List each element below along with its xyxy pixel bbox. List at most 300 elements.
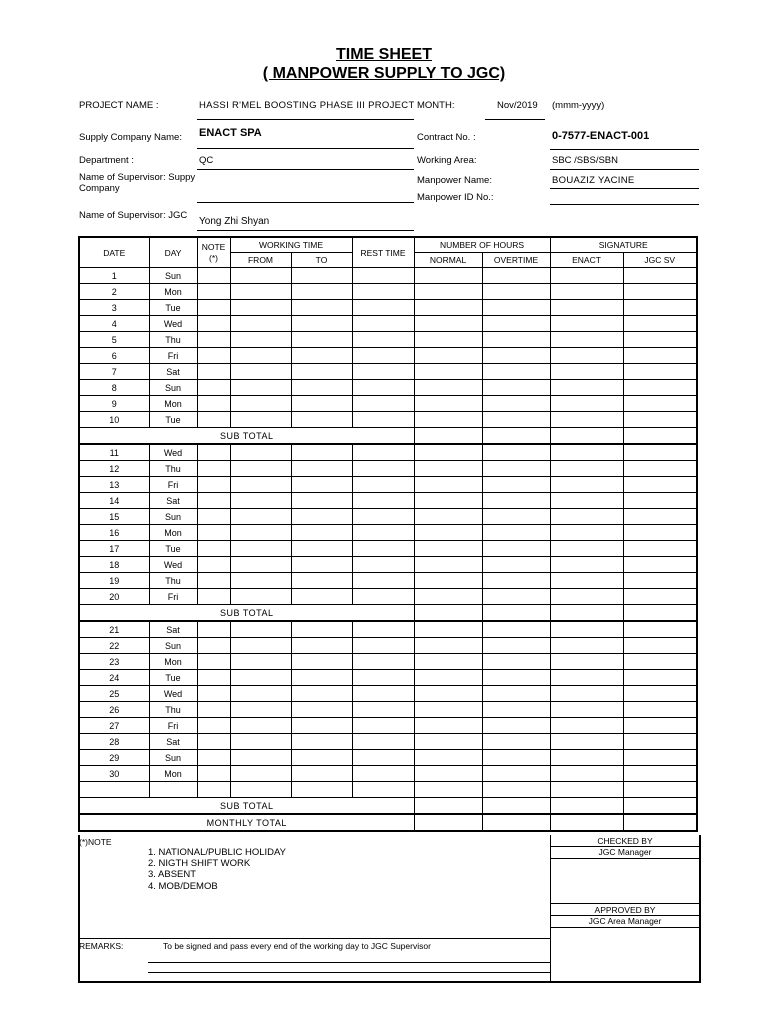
enact-signature-cell[interactable] (550, 702, 623, 718)
to-cell[interactable] (291, 766, 352, 782)
to-cell[interactable] (291, 509, 352, 525)
rest-time-cell[interactable] (352, 766, 414, 782)
note-cell[interactable] (197, 332, 230, 348)
overtime-cell[interactable] (482, 557, 550, 573)
rest-time-cell[interactable] (352, 509, 414, 525)
from-cell[interactable] (230, 348, 291, 364)
working-area-line (550, 169, 699, 170)
col-day-header: DAY (149, 237, 197, 268)
note-item-1: 1. NATIONAL/PUBLIC HOLIDAY (148, 847, 286, 858)
rest-time-cell[interactable] (352, 750, 414, 766)
jgc-sv-signature-cell[interactable] (623, 268, 697, 284)
jgc-sv-signature-cell[interactable] (623, 670, 697, 686)
col-hours-header: NUMBER OF HOURS (414, 237, 550, 253)
normal-cell[interactable] (414, 750, 482, 766)
note-cell[interactable] (197, 686, 230, 702)
from-cell[interactable] (230, 589, 291, 605)
overtime-cell[interactable] (482, 268, 550, 284)
to-cell[interactable] (291, 734, 352, 750)
rest-time-cell[interactable] (352, 493, 414, 509)
to-cell[interactable] (291, 348, 352, 364)
table-row (79, 541, 697, 557)
sub-total-3-enact-cell[interactable] (550, 798, 623, 815)
rest-time-cell[interactable] (352, 284, 414, 300)
from-cell[interactable] (230, 782, 291, 798)
rest-time-cell[interactable] (352, 525, 414, 541)
note-cell[interactable] (197, 718, 230, 734)
jgc-sv-signature-cell[interactable] (623, 638, 697, 654)
jgc-sv-signature-cell[interactable] (623, 444, 697, 461)
rest-time-cell[interactable] (352, 541, 414, 557)
enact-signature-cell[interactable] (550, 573, 623, 589)
normal-cell[interactable] (414, 766, 482, 782)
enact-signature-cell[interactable] (550, 316, 623, 332)
normal-cell[interactable] (414, 493, 482, 509)
enact-signature-cell[interactable] (550, 766, 623, 782)
to-cell[interactable] (291, 702, 352, 718)
normal-cell[interactable] (414, 284, 482, 300)
jgc-sv-signature-cell[interactable] (623, 782, 697, 798)
enact-signature-cell[interactable] (550, 734, 623, 750)
normal-cell[interactable] (414, 541, 482, 557)
date-cell: 7 (79, 364, 149, 380)
overtime-cell[interactable] (482, 654, 550, 670)
overtime-cell[interactable] (482, 718, 550, 734)
normal-cell[interactable] (414, 332, 482, 348)
note-cell[interactable] (197, 638, 230, 654)
overtime-cell[interactable] (482, 670, 550, 686)
date-cell: 25 (79, 686, 149, 702)
rest-time-cell[interactable] (352, 348, 414, 364)
enact-signature-cell[interactable] (550, 268, 623, 284)
note-cell[interactable] (197, 702, 230, 718)
note-cell[interactable] (197, 654, 230, 670)
overtime-cell[interactable] (482, 509, 550, 525)
overtime-cell[interactable] (482, 589, 550, 605)
to-cell[interactable] (291, 557, 352, 573)
overtime-cell[interactable] (482, 300, 550, 316)
rest-time-cell[interactable] (352, 412, 414, 428)
to-cell[interactable] (291, 444, 352, 461)
day-cell: Thu (149, 573, 197, 589)
to-cell[interactable] (291, 412, 352, 428)
sub-total-3-jgc-sv-cell[interactable] (623, 798, 697, 815)
jgc-sv-signature-cell[interactable] (623, 493, 697, 509)
to-cell[interactable] (291, 782, 352, 798)
note-cell[interactable] (197, 557, 230, 573)
manpower-name-label: Manpower Name: (417, 175, 492, 186)
to-cell[interactable] (291, 364, 352, 380)
from-cell[interactable] (230, 477, 291, 493)
jgc-sv-signature-cell[interactable] (623, 557, 697, 573)
note-cell[interactable] (197, 782, 230, 798)
note-cell[interactable] (197, 412, 230, 428)
from-cell[interactable] (230, 750, 291, 766)
to-cell[interactable] (291, 380, 352, 396)
overtime-cell[interactable] (482, 316, 550, 332)
sub-total-2-enact-cell[interactable] (550, 605, 623, 622)
sub-total-1-overtime-cell[interactable] (482, 428, 550, 445)
rest-time-cell[interactable] (352, 444, 414, 461)
jgc-sv-signature-cell[interactable] (623, 686, 697, 702)
note-cell[interactable] (197, 316, 230, 332)
normal-cell[interactable] (414, 396, 482, 412)
to-cell[interactable] (291, 638, 352, 654)
note-cell[interactable] (197, 573, 230, 589)
day-cell: Mon (149, 284, 197, 300)
from-cell[interactable] (230, 541, 291, 557)
monthly-total-jgc-sv-cell[interactable] (623, 814, 697, 831)
normal-cell[interactable] (414, 348, 482, 364)
normal-cell[interactable] (414, 573, 482, 589)
from-cell[interactable] (230, 461, 291, 477)
date-cell: 16 (79, 525, 149, 541)
note-cell[interactable] (197, 589, 230, 605)
enact-signature-cell[interactable] (550, 557, 623, 573)
jgc-sv-signature-cell[interactable] (623, 332, 697, 348)
from-cell[interactable] (230, 509, 291, 525)
note-cell[interactable] (197, 766, 230, 782)
rest-time-cell[interactable] (352, 573, 414, 589)
jgc-sv-signature-cell[interactable] (623, 364, 697, 380)
overtime-cell[interactable] (482, 493, 550, 509)
rest-time-cell[interactable] (352, 589, 414, 605)
from-cell[interactable] (230, 284, 291, 300)
rest-time-cell[interactable] (352, 332, 414, 348)
note-cell[interactable] (197, 461, 230, 477)
enact-signature-cell[interactable] (550, 621, 623, 638)
enact-signature-cell[interactable] (550, 348, 623, 364)
from-cell[interactable] (230, 268, 291, 284)
normal-cell[interactable] (414, 718, 482, 734)
rest-time-cell[interactable] (352, 316, 414, 332)
monthly-total-label: MONTHLY TOTAL (79, 814, 414, 831)
enact-signature-cell[interactable] (550, 396, 623, 412)
rest-time-cell[interactable] (352, 477, 414, 493)
date-cell: 3 (79, 300, 149, 316)
day-cell: Fri (149, 718, 197, 734)
date-cell: 12 (79, 461, 149, 477)
overtime-cell[interactable] (482, 396, 550, 412)
overtime-cell[interactable] (482, 621, 550, 638)
normal-cell[interactable] (414, 782, 482, 798)
sub-total-2-jgc-sv-cell[interactable] (623, 605, 697, 622)
to-cell[interactable] (291, 718, 352, 734)
jgc-sv-signature-cell[interactable] (623, 702, 697, 718)
jgc-sv-signature-cell[interactable] (623, 316, 697, 332)
date-cell: 10 (79, 412, 149, 428)
from-cell[interactable] (230, 670, 291, 686)
note-cell[interactable] (197, 750, 230, 766)
jgc-sv-signature-cell[interactable] (623, 766, 697, 782)
normal-cell[interactable] (414, 509, 482, 525)
jgc-sv-signature-cell[interactable] (623, 300, 697, 316)
overtime-cell[interactable] (482, 573, 550, 589)
to-cell[interactable] (291, 493, 352, 509)
note-cell[interactable] (197, 396, 230, 412)
timesheet-table (78, 236, 698, 832)
overtime-cell[interactable] (482, 766, 550, 782)
enact-signature-cell[interactable] (550, 782, 623, 798)
normal-cell[interactable] (414, 444, 482, 461)
rest-time-cell[interactable] (352, 300, 414, 316)
supply-company-label: Supply Company Name: (79, 132, 182, 143)
normal-cell[interactable] (414, 477, 482, 493)
note-cell[interactable] (197, 621, 230, 638)
overtime-cell[interactable] (482, 734, 550, 750)
normal-cell[interactable] (414, 300, 482, 316)
normal-cell[interactable] (414, 461, 482, 477)
note-cell[interactable] (197, 284, 230, 300)
sub-total-1-enact-cell[interactable] (550, 428, 623, 445)
day-cell: Sun (149, 380, 197, 396)
sub-total-1-normal-cell[interactable] (414, 428, 482, 445)
note-cell[interactable] (197, 477, 230, 493)
overtime-cell[interactable] (482, 444, 550, 461)
normal-cell[interactable] (414, 525, 482, 541)
overtime-cell[interactable] (482, 380, 550, 396)
from-cell[interactable] (230, 525, 291, 541)
normal-cell[interactable] (414, 364, 482, 380)
rest-time-cell[interactable] (352, 734, 414, 750)
table-row (79, 268, 697, 284)
jgc-sv-signature-cell[interactable] (623, 396, 697, 412)
monthly-total-overtime-cell[interactable] (482, 814, 550, 831)
enact-signature-cell[interactable] (550, 300, 623, 316)
rest-time-cell[interactable] (352, 557, 414, 573)
sub-total-3-overtime-cell[interactable] (482, 798, 550, 815)
normal-cell[interactable] (414, 734, 482, 750)
to-cell[interactable] (291, 621, 352, 638)
from-cell[interactable] (230, 316, 291, 332)
rest-time-cell[interactable] (352, 364, 414, 380)
enact-signature-cell[interactable] (550, 750, 623, 766)
note-cell[interactable] (197, 348, 230, 364)
enact-signature-cell[interactable] (550, 541, 623, 557)
to-cell[interactable] (291, 573, 352, 589)
normal-cell[interactable] (414, 316, 482, 332)
day-cell: Fri (149, 589, 197, 605)
enact-signature-cell[interactable] (550, 444, 623, 461)
day-cell: Fri (149, 477, 197, 493)
overtime-cell[interactable] (482, 686, 550, 702)
to-cell[interactable] (291, 396, 352, 412)
from-cell[interactable] (230, 718, 291, 734)
sub-total-2-overtime-cell[interactable] (482, 605, 550, 622)
note-cell[interactable] (197, 541, 230, 557)
normal-cell[interactable] (414, 412, 482, 428)
from-cell[interactable] (230, 444, 291, 461)
enact-signature-cell[interactable] (550, 589, 623, 605)
to-cell[interactable] (291, 750, 352, 766)
normal-cell[interactable] (414, 589, 482, 605)
jgc-sv-signature-cell[interactable] (623, 589, 697, 605)
date-cell: 23 (79, 654, 149, 670)
enact-signature-cell[interactable] (550, 380, 623, 396)
enact-signature-cell[interactable] (550, 284, 623, 300)
rest-time-cell[interactable] (352, 268, 414, 284)
rest-time-cell[interactable] (352, 686, 414, 702)
enact-signature-cell[interactable] (550, 686, 623, 702)
date-cell: 26 (79, 702, 149, 718)
normal-cell[interactable] (414, 557, 482, 573)
overtime-cell[interactable] (482, 364, 550, 380)
rest-time-cell[interactable] (352, 670, 414, 686)
from-cell[interactable] (230, 734, 291, 750)
to-cell[interactable] (291, 268, 352, 284)
jgc-sv-signature-cell[interactable] (623, 654, 697, 670)
normal-cell[interactable] (414, 686, 482, 702)
from-cell[interactable] (230, 412, 291, 428)
normal-cell[interactable] (414, 654, 482, 670)
overtime-cell[interactable] (482, 348, 550, 364)
from-cell[interactable] (230, 702, 291, 718)
monthly-total-enact-cell[interactable] (550, 814, 623, 831)
table-row (79, 734, 697, 750)
to-cell[interactable] (291, 300, 352, 316)
to-cell[interactable] (291, 670, 352, 686)
to-cell[interactable] (291, 477, 352, 493)
jgc-sv-signature-cell[interactable] (623, 477, 697, 493)
note-cell[interactable] (197, 509, 230, 525)
jgc-sv-signature-cell[interactable] (623, 284, 697, 300)
enact-signature-cell[interactable] (550, 332, 623, 348)
from-cell[interactable] (230, 332, 291, 348)
from-cell[interactable] (230, 300, 291, 316)
rest-time-cell[interactable] (352, 461, 414, 477)
from-cell[interactable] (230, 638, 291, 654)
to-cell[interactable] (291, 654, 352, 670)
note-cell[interactable] (197, 444, 230, 461)
to-cell[interactable] (291, 525, 352, 541)
rest-time-cell[interactable] (352, 380, 414, 396)
jgc-sv-signature-cell[interactable] (623, 412, 697, 428)
note-cell[interactable] (197, 734, 230, 750)
enact-signature-cell[interactable] (550, 525, 623, 541)
normal-cell[interactable] (414, 380, 482, 396)
to-cell[interactable] (291, 332, 352, 348)
enact-signature-cell[interactable] (550, 718, 623, 734)
from-cell[interactable] (230, 364, 291, 380)
jgc-sv-signature-cell[interactable] (623, 718, 697, 734)
rest-time-cell[interactable] (352, 654, 414, 670)
jgc-sv-signature-cell[interactable] (623, 541, 697, 557)
overtime-cell[interactable] (482, 638, 550, 654)
enact-signature-cell[interactable] (550, 493, 623, 509)
manpower-name-line (550, 188, 699, 189)
sub-total-2-normal-cell[interactable] (414, 605, 482, 622)
overtime-cell[interactable] (482, 750, 550, 766)
enact-signature-cell[interactable] (550, 638, 623, 654)
normal-cell[interactable] (414, 702, 482, 718)
normal-cell[interactable] (414, 670, 482, 686)
table-row (79, 316, 697, 332)
rest-time-cell[interactable] (352, 396, 414, 412)
from-cell[interactable] (230, 686, 291, 702)
from-cell[interactable] (230, 621, 291, 638)
note-cell[interactable] (197, 268, 230, 284)
rest-time-cell[interactable] (352, 702, 414, 718)
overtime-cell[interactable] (482, 412, 550, 428)
rest-time-cell[interactable] (352, 718, 414, 734)
normal-cell[interactable] (414, 621, 482, 638)
from-cell[interactable] (230, 654, 291, 670)
col-date-header: DATE (79, 237, 149, 268)
from-cell[interactable] (230, 557, 291, 573)
jgc-sv-signature-cell[interactable] (623, 348, 697, 364)
note-cell[interactable] (197, 300, 230, 316)
jgc-sv-signature-cell[interactable] (623, 621, 697, 638)
note-cell[interactable] (197, 364, 230, 380)
to-cell[interactable] (291, 541, 352, 557)
jgc-sv-signature-cell[interactable] (623, 525, 697, 541)
note-cell[interactable] (197, 525, 230, 541)
to-cell[interactable] (291, 461, 352, 477)
jgc-sv-signature-cell[interactable] (623, 509, 697, 525)
sub-total-3-normal-cell[interactable] (414, 798, 482, 815)
jgc-sv-signature-cell[interactable] (623, 734, 697, 750)
overtime-cell[interactable] (482, 782, 550, 798)
enact-signature-cell[interactable] (550, 654, 623, 670)
note-cell[interactable] (197, 670, 230, 686)
overtime-cell[interactable] (482, 525, 550, 541)
date-cell: 21 (79, 621, 149, 638)
jgc-sv-signature-cell[interactable] (623, 573, 697, 589)
date-cell: 14 (79, 493, 149, 509)
enact-signature-cell[interactable] (550, 670, 623, 686)
date-cell: 28 (79, 734, 149, 750)
to-cell[interactable] (291, 686, 352, 702)
rest-time-cell[interactable] (352, 621, 414, 638)
from-cell[interactable] (230, 396, 291, 412)
overtime-cell[interactable] (482, 284, 550, 300)
overtime-cell[interactable] (482, 477, 550, 493)
normal-cell[interactable] (414, 268, 482, 284)
jgc-sv-signature-cell[interactable] (623, 750, 697, 766)
sub-total-1-jgc-sv-cell[interactable] (623, 428, 697, 445)
monthly-total-normal-cell[interactable] (414, 814, 482, 831)
from-cell[interactable] (230, 766, 291, 782)
normal-cell[interactable] (414, 638, 482, 654)
enact-signature-cell[interactable] (550, 461, 623, 477)
table-row (79, 766, 697, 782)
to-cell[interactable] (291, 316, 352, 332)
note-cell[interactable] (197, 493, 230, 509)
enact-signature-cell[interactable] (550, 364, 623, 380)
enact-signature-cell[interactable] (550, 412, 623, 428)
jgc-sv-signature-cell[interactable] (623, 461, 697, 477)
enact-signature-cell[interactable] (550, 509, 623, 525)
enact-signature-cell[interactable] (550, 477, 623, 493)
from-cell[interactable] (230, 493, 291, 509)
rest-time-cell[interactable] (352, 782, 414, 798)
to-cell[interactable] (291, 589, 352, 605)
jgc-sv-signature-cell[interactable] (623, 380, 697, 396)
day-cell: Sat (149, 493, 197, 509)
note-cell[interactable] (197, 380, 230, 396)
supervisor-jgc-value: Yong Zhi Shyan (199, 216, 270, 227)
overtime-cell[interactable] (482, 702, 550, 718)
from-cell[interactable] (230, 573, 291, 589)
date-cell: 27 (79, 718, 149, 734)
overtime-cell[interactable] (482, 541, 550, 557)
overtime-cell[interactable] (482, 461, 550, 477)
rest-time-cell[interactable] (352, 638, 414, 654)
overtime-cell[interactable] (482, 332, 550, 348)
to-cell[interactable] (291, 284, 352, 300)
from-cell[interactable] (230, 380, 291, 396)
day-cell: Sun (149, 509, 197, 525)
